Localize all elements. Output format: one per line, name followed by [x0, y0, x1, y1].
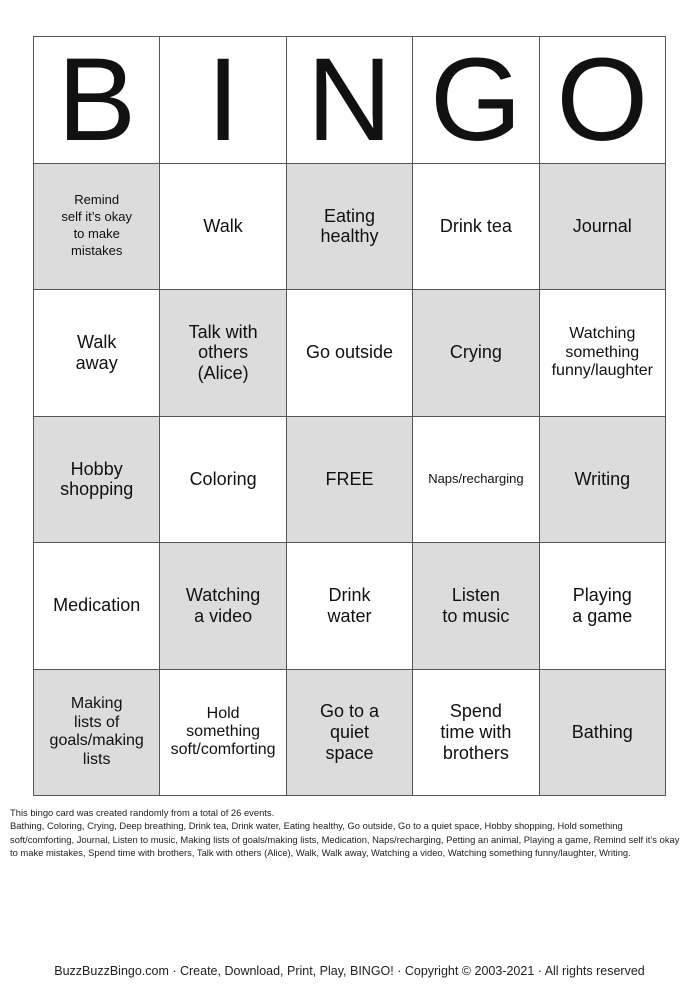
bingo-square [160, 417, 286, 544]
bingo-square [34, 290, 160, 417]
bingo-square [413, 543, 539, 670]
page-footer: BuzzBuzzBingo.com · Create, Download, Print, Play, BINGO! · Copyright © 2003-2021 · All rights reserved [54, 964, 645, 978]
square-text: Playing a game [572, 585, 633, 626]
square-text: Hobby shopping [60, 458, 134, 500]
card-info-note [10, 806, 686, 859]
header-cell-i [160, 37, 286, 164]
square-text: Walk [203, 215, 243, 236]
square-text: Listen to music [442, 585, 510, 626]
square-text: Coloring [189, 468, 257, 489]
bingo-square-free [287, 417, 413, 544]
bingo-square [287, 670, 413, 797]
square-text: Watching a video [185, 585, 261, 626]
bingo-square [287, 164, 413, 291]
bingo-square [160, 164, 286, 291]
bingo-square [413, 670, 539, 797]
header-cell-n [287, 37, 413, 164]
square-text: Talk with others (Alice) [188, 321, 258, 384]
square-text: Journal [572, 215, 632, 236]
header-letter: N [306, 37, 393, 164]
square-text: FREE [325, 468, 374, 489]
square-text: Making lists of goals/making lists [49, 695, 144, 768]
bingo-square [287, 543, 413, 670]
header-letter: I [206, 37, 240, 164]
square-text: Go to a quiet space [319, 701, 380, 763]
square-text: Bathing [571, 721, 633, 742]
note-events-list: Bathing, Coloring, Crying, Deep breathing, Drink tea, Drink water, Eating healthy, Go outside, Go to a quiet space, Hobby shopping, Hold something soft/comforting, Journal, Listen to music, Making lists of goals/making lists, Medication, Naps/recharging, Petting an animal, Playing a game, Remind self it’s okay to make mistakes, Spend time with brothers, Talk with others (Alice), Walk, Walk away, Watching a video, Watching something funny/laughter, Writing. [10, 820, 680, 859]
bingo-square [413, 164, 539, 291]
square-text: Eating healthy [320, 205, 379, 247]
bingo-square [160, 670, 286, 797]
bingo-square [413, 290, 539, 417]
header-cell-g [413, 37, 539, 164]
bingo-square [540, 670, 666, 797]
square-text: Spend time with brothers [440, 701, 512, 763]
square-text: Remind self it’s okay to make mistakes [61, 192, 132, 259]
bingo-card [33, 36, 666, 796]
header-letter: O [556, 37, 649, 164]
bingo-square [540, 543, 666, 670]
bingo-square [413, 417, 539, 544]
header-letter: G [429, 37, 522, 164]
square-text: Go outside [305, 342, 394, 363]
header-cell-o [540, 37, 666, 164]
header-letter: B [57, 37, 137, 164]
square-text: Crying [449, 342, 502, 363]
bingo-square [160, 290, 286, 417]
square-text: Writing [574, 468, 631, 489]
square-text: Watching something funny/laughter [551, 325, 653, 379]
square-text: Hold something soft/comforting [170, 704, 276, 759]
bingo-square [287, 290, 413, 417]
bingo-square [160, 543, 286, 670]
square-text: Medication [53, 595, 141, 616]
square-text: Naps/recharging [428, 470, 524, 486]
square-text: Drink water [327, 585, 372, 626]
note-intro: This bingo card was created randomly from a total of 26 events. [10, 807, 275, 818]
bingo-square [34, 417, 160, 544]
bingo-square [34, 543, 160, 670]
header-cell-b [34, 37, 160, 164]
bingo-square [540, 417, 666, 544]
bingo-square [34, 670, 160, 797]
square-text: Walk away [75, 332, 118, 373]
bingo-square [540, 290, 666, 417]
bingo-square [34, 164, 160, 291]
bingo-square [540, 164, 666, 291]
square-text: Drink tea [439, 215, 512, 236]
